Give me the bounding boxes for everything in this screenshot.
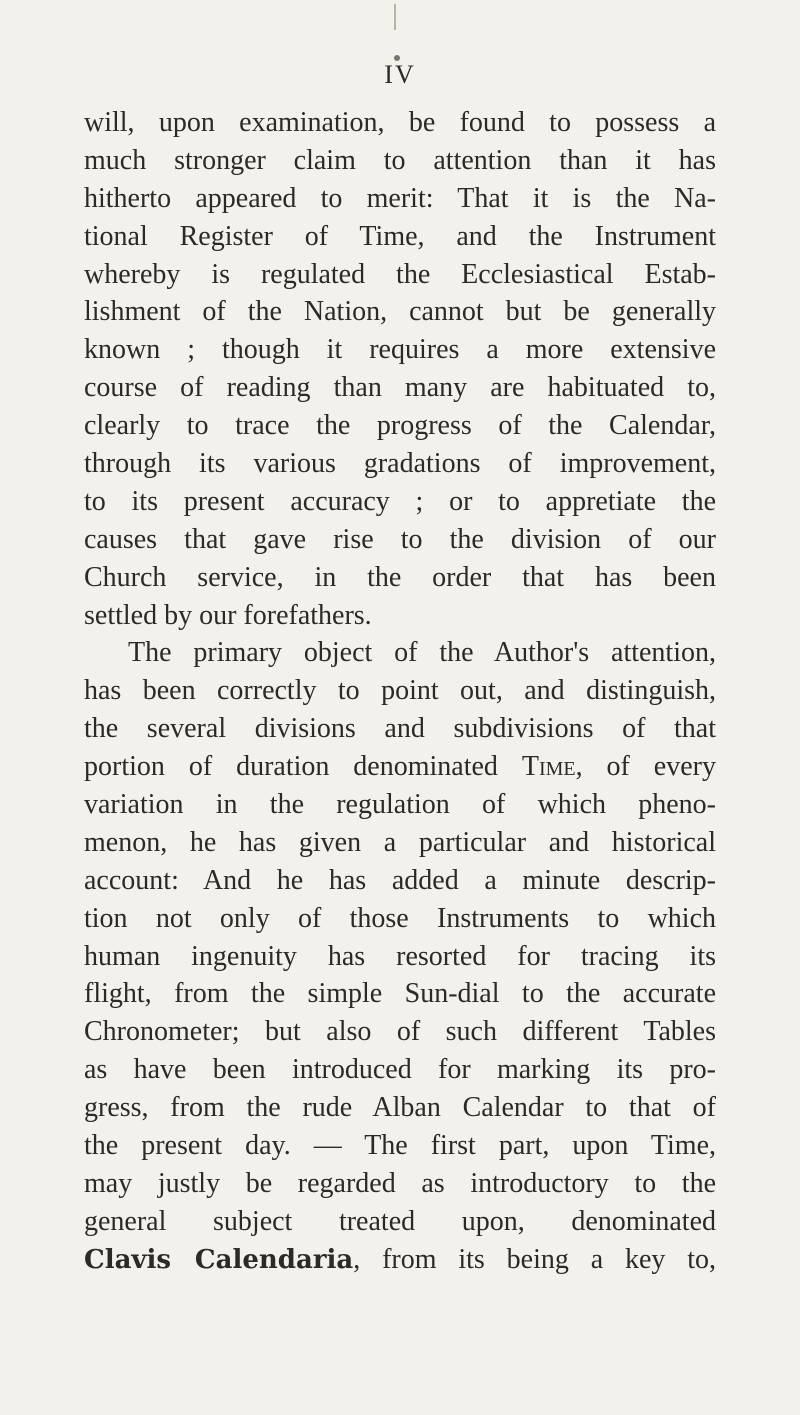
text-line: may justly be regarded as introductory to the [84,1167,716,1199]
text-line: hitherto appeared to merit: That it is the Na- [84,182,716,214]
text-segment: portion of duration denominated [84,751,522,783]
text-line: will, upon examination, be found to possess a [84,107,716,138]
text-line: course of reading than many are habituated to, [84,372,716,404]
text-line: account: And he has added a minute descrip- [84,864,716,896]
text-segment: , from its being a key to, [353,1243,716,1275]
blackletter-title: Clavis Calendaria [84,1244,354,1275]
text-line: variation in the regulation of which pheno- [84,789,716,821]
text-line: lishment of the Nation, cannot but be generally [84,296,716,328]
smallcaps-word: Time [521,751,576,783]
text-line: through its various gradations of improvement, [84,448,716,480]
text-line: the several divisions and subdivisions of that [84,713,716,745]
body-text [84,104,716,1279]
margin-mark [394,4,396,30]
text-line: general subject treated upon, denominated [84,1205,716,1237]
text-line: tional Register of Time, and the Instrument [84,220,716,252]
text-line: the present day. — The first part, upon Time, [84,1130,716,1162]
text-line: human ingenuity has resorted for tracing its [84,940,716,972]
text-line: Church service, in the order that has been [84,561,716,593]
text-line: Chronometer; but also of such different Tables [84,1016,716,1048]
text-line: flight, from the simple Sun-dial to the accurate [84,978,716,1010]
text-line: menon, he has given a particular and historical [84,826,716,858]
text-segment: , of every [575,751,716,783]
text-line: clearly to trace the progress of the Calendar, [84,410,716,442]
text-line: settled by our forefathers. [84,599,372,631]
text-line: much stronger claim to attention than it has [84,144,716,176]
text-line: to its present accuracy ; or to appretiate the [84,485,716,517]
text-line [84,748,716,786]
text-line: gress, from the rude Alban Calendar to that of [84,1092,716,1124]
text-line: as have been introduced for marking its pro- [84,1054,716,1086]
text-line: has been correctly to point out, and distinguish, [84,675,716,707]
text-line: known ; though it requires a more extensive [84,334,716,366]
text-line [84,1241,716,1279]
text-line: causes that gave rise to the division of our [84,523,716,555]
text-line: tion not only of those Instruments to which [84,902,716,934]
paragraph-start-line: The primary object of the Author's attention, [128,637,716,669]
text-line: whereby is regulated the Ecclesiastical Estab- [84,258,716,290]
page-number: IV [384,60,416,89]
